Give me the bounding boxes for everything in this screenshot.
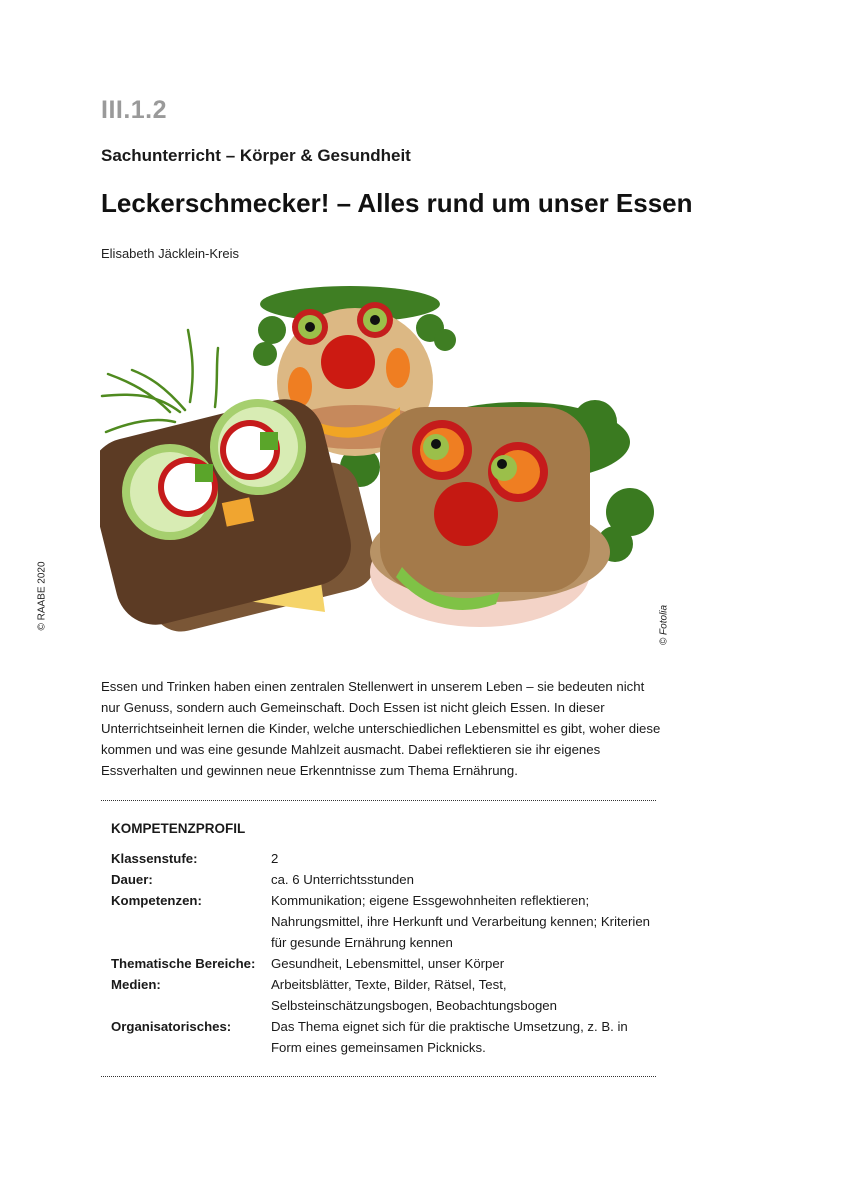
profile-label: Klassenstufe: <box>111 851 198 866</box>
page-title: Leckerschmecker! – Alles rund um unser Essen <box>101 188 693 218</box>
section-number: III.1.2 <box>101 96 168 124</box>
profile-label: Kompetenzen: <box>111 893 202 908</box>
photo-credit: © Fotolia <box>658 604 670 646</box>
profile-row-organisation <box>111 1016 656 1058</box>
divider-bottom <box>101 1076 656 1077</box>
profile-value: ca. 6 Unterrichtsstunden <box>271 872 414 887</box>
profile-row-grade <box>111 848 656 869</box>
profile-label: Medien: <box>111 977 161 992</box>
profile-row-duration <box>111 869 656 890</box>
subject-line: Sachunterricht – Körper & Gesundheit <box>101 146 411 165</box>
sandwich-faces-photo <box>100 282 660 657</box>
profile-value: 2 <box>271 851 279 866</box>
author: Elisabeth Jäcklein-Kreis <box>101 246 240 261</box>
copyright-note: © RAABE 2020 <box>36 561 48 631</box>
divider-top <box>101 800 656 801</box>
profile-value: Das Thema eignet sich für die praktische Umsetzung, z. B. in Form eines gemeinsamen Picknicks. <box>271 1019 628 1055</box>
profile-label: Organisatorisches: <box>111 1019 232 1034</box>
roll-face-right <box>370 407 610 627</box>
chive-stalks <box>102 330 218 432</box>
profile-value: Arbeitsblätter, Texte, Bilder, Rätsel, Test, Selbsteinschätzungsbogen, Beobachtungsbogen <box>271 977 557 1013</box>
profile-label: Dauer: <box>111 872 153 887</box>
profile-row-topics <box>111 953 656 974</box>
profile-label: Thematische Bereiche: <box>111 956 256 971</box>
profile-row-competences <box>111 890 656 953</box>
profile-heading: KOMPETENZPROFIL <box>111 821 246 836</box>
competence-profile <box>111 848 656 1058</box>
profile-row-media <box>111 974 656 1016</box>
profile-value: Gesundheit, Lebensmittel, unser Körper <box>271 956 505 971</box>
intro-paragraph: Essen und Trinken haben einen zentralen Stellenwert in unserem Leben – sie bedeuten nicht nur Genuss, sondern auch Gemeinschaft. Doch Essen ist nicht gleich Essen. In dieser Unterrichtseinheit lernen die Kinder, welche unterschiedlichen Lebensmittel es gibt, woher diese kommen und was eine gesunde Mahlzeit ausmacht. Dabei reflektieren sie ihr eigenes Essverhalten und gewinnen neue Erkenntnisse zum Thema Ernährung. <box>101 679 661 778</box>
profile-value: Kommunikation; eigene Essgewohnheiten reflektieren; Nahrungsmittel, ihre Herkunft und Verarbeitung kennen; Kriterien für gesunde Ernährung kennen <box>271 893 650 950</box>
